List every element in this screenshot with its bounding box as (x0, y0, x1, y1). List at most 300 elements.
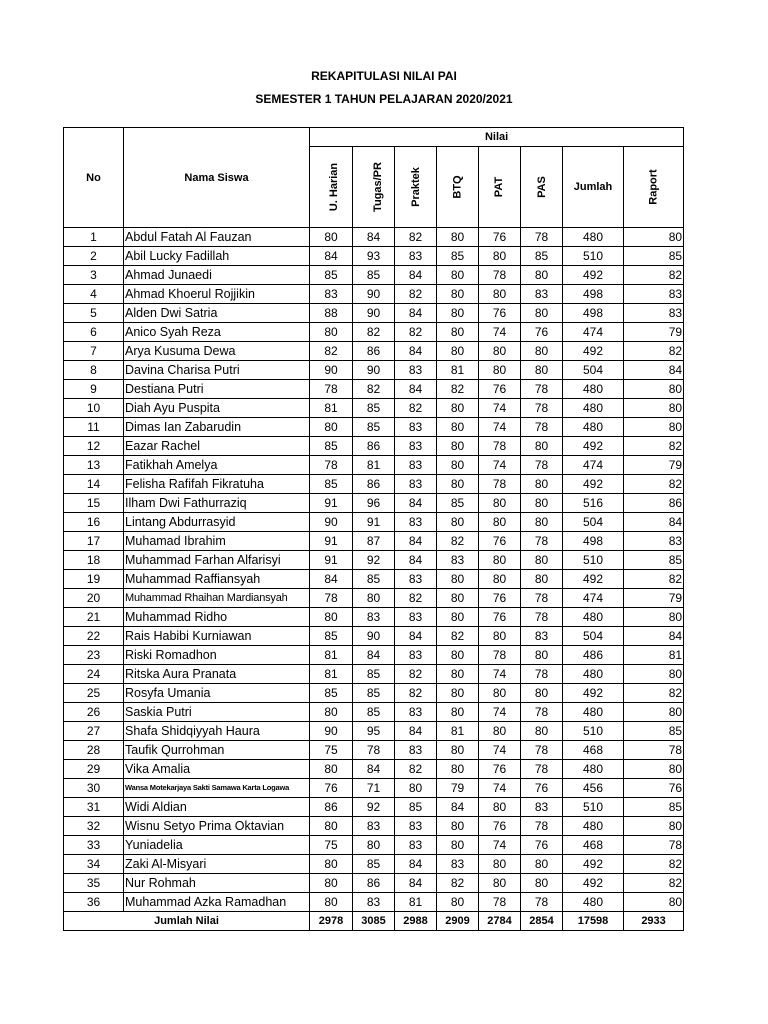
cell-nama: Lintang Abdurrasyid (124, 513, 310, 532)
cell-u-harian: 84 (310, 247, 353, 266)
cell-nama: Rosyfa Umania (124, 684, 310, 703)
cell-pat: 80 (479, 722, 521, 741)
cell-praktek: 84 (395, 855, 437, 874)
table-row (64, 532, 684, 551)
cell-pat: 80 (479, 874, 521, 893)
cell-u-harian: 80 (310, 817, 353, 836)
cell-jumlah: 468 (563, 836, 624, 855)
cell-btq: 82 (437, 532, 479, 551)
cell-nama: Vika Amalia (124, 760, 310, 779)
cell-btq: 85 (437, 494, 479, 513)
cell-u-harian: 78 (310, 589, 353, 608)
cell-tugas: 92 (353, 551, 395, 570)
cell-btq: 80 (437, 342, 479, 361)
cell-no: 26 (64, 703, 124, 722)
cell-raport: 85 (624, 551, 684, 570)
cell-no: 22 (64, 627, 124, 646)
table-row (64, 798, 684, 817)
cell-pas: 78 (521, 703, 563, 722)
cell-tugas: 71 (353, 779, 395, 798)
cell-no: 7 (64, 342, 124, 361)
cell-btq: 85 (437, 247, 479, 266)
cell-tugas: 85 (353, 855, 395, 874)
cell-praktek: 82 (395, 323, 437, 342)
cell-pat: 78 (479, 437, 521, 456)
table-row (64, 855, 684, 874)
cell-pat: 78 (479, 646, 521, 665)
cell-no: 10 (64, 399, 124, 418)
cell-pas: 80 (521, 475, 563, 494)
cell-pas: 78 (521, 741, 563, 760)
cell-no: 3 (64, 266, 124, 285)
cell-btq: 80 (437, 836, 479, 855)
cell-raport: 80 (624, 228, 684, 247)
table-row (64, 874, 684, 893)
cell-pas: 85 (521, 247, 563, 266)
cell-pas: 80 (521, 722, 563, 741)
cell-u-harian: 90 (310, 361, 353, 380)
cell-praktek: 82 (395, 399, 437, 418)
cell-pas: 80 (521, 513, 563, 532)
cell-raport: 80 (624, 665, 684, 684)
cell-praktek: 83 (395, 513, 437, 532)
table-row (64, 779, 684, 798)
cell-no: 32 (64, 817, 124, 836)
cell-nama: Ritska Aura Pranata (124, 665, 310, 684)
cell-jumlah: 492 (563, 437, 624, 456)
cell-tugas: 85 (353, 570, 395, 589)
cell-raport: 81 (624, 646, 684, 665)
cell-pat: 76 (479, 760, 521, 779)
cell-pat: 80 (479, 551, 521, 570)
cell-pas: 83 (521, 627, 563, 646)
cell-u-harian: 85 (310, 266, 353, 285)
cell-jumlah: 492 (563, 266, 624, 285)
cell-pas: 78 (521, 608, 563, 627)
cell-pat: 76 (479, 228, 521, 247)
cell-btq: 80 (437, 589, 479, 608)
cell-u-harian: 80 (310, 608, 353, 627)
cell-nama: Muhammad Rhaihan Mardiansyah (124, 589, 310, 608)
cell-u-harian: 88 (310, 304, 353, 323)
cell-no: 2 (64, 247, 124, 266)
cell-btq: 80 (437, 646, 479, 665)
cell-nama: Eazar Rachel (124, 437, 310, 456)
cell-nama: Davina Charisa Putri (124, 361, 310, 380)
cell-praktek: 83 (395, 361, 437, 380)
cell-no: 35 (64, 874, 124, 893)
cell-praktek: 84 (395, 722, 437, 741)
cell-raport: 83 (624, 532, 684, 551)
header-u-harian: U. Harian (310, 147, 353, 228)
table-row (64, 551, 684, 570)
table-row (64, 646, 684, 665)
table-row (64, 399, 684, 418)
cell-pas: 80 (521, 874, 563, 893)
cell-btq: 80 (437, 266, 479, 285)
cell-u-harian: 75 (310, 741, 353, 760)
cell-pat: 80 (479, 285, 521, 304)
table-row (64, 323, 684, 342)
cell-no: 33 (64, 836, 124, 855)
cell-no: 16 (64, 513, 124, 532)
cell-no: 30 (64, 779, 124, 798)
cell-pas: 80 (521, 646, 563, 665)
cell-pat: 78 (479, 475, 521, 494)
cell-jumlah: 492 (563, 874, 624, 893)
cell-jumlah: 492 (563, 855, 624, 874)
cell-nama: Muhammad Ridho (124, 608, 310, 627)
cell-pat: 78 (479, 893, 521, 912)
cell-btq: 80 (437, 456, 479, 475)
cell-btq: 80 (437, 608, 479, 627)
cell-tugas: 83 (353, 817, 395, 836)
cell-no: 8 (64, 361, 124, 380)
cell-btq: 80 (437, 684, 479, 703)
header-nama-siswa: Nama Siswa (124, 128, 310, 228)
cell-u-harian: 83 (310, 285, 353, 304)
cell-btq: 83 (437, 855, 479, 874)
cell-pat: 76 (479, 532, 521, 551)
header-tugas-pr: Tugas/PR (353, 147, 395, 228)
cell-nama: Widi Aldian (124, 798, 310, 817)
total-value: 2854 (521, 912, 563, 931)
cell-nama: Taufik Qurrohman (124, 741, 310, 760)
cell-tugas: 90 (353, 285, 395, 304)
table-row (64, 703, 684, 722)
cell-nama: Muhamad Ibrahim (124, 532, 310, 551)
cell-praktek: 83 (395, 418, 437, 437)
cell-praktek: 82 (395, 589, 437, 608)
cell-u-harian: 80 (310, 893, 353, 912)
cell-raport: 82 (624, 437, 684, 456)
cell-raport: 82 (624, 570, 684, 589)
cell-btq: 84 (437, 798, 479, 817)
cell-praktek: 83 (395, 817, 437, 836)
cell-no: 11 (64, 418, 124, 437)
table-row (64, 608, 684, 627)
cell-praktek: 82 (395, 760, 437, 779)
cell-u-harian: 80 (310, 874, 353, 893)
total-value: 3085 (353, 912, 395, 931)
cell-praktek: 83 (395, 437, 437, 456)
cell-u-harian: 90 (310, 513, 353, 532)
cell-praktek: 82 (395, 665, 437, 684)
cell-jumlah: 504 (563, 513, 624, 532)
table-row (64, 684, 684, 703)
table-row (64, 247, 684, 266)
cell-u-harian: 81 (310, 665, 353, 684)
cell-jumlah: 474 (563, 589, 624, 608)
cell-pas: 83 (521, 798, 563, 817)
cell-praktek: 82 (395, 684, 437, 703)
cell-pat: 76 (479, 380, 521, 399)
cell-pat: 74 (479, 418, 521, 437)
cell-nama: Fatikhah Amelya (124, 456, 310, 475)
cell-u-harian: 90 (310, 722, 353, 741)
cell-btq: 80 (437, 285, 479, 304)
cell-pas: 78 (521, 418, 563, 437)
cell-btq: 80 (437, 741, 479, 760)
cell-pat: 80 (479, 361, 521, 380)
cell-raport: 83 (624, 285, 684, 304)
cell-tugas: 95 (353, 722, 395, 741)
cell-no: 31 (64, 798, 124, 817)
cell-jumlah: 480 (563, 760, 624, 779)
table-row (64, 380, 684, 399)
cell-praktek: 84 (395, 342, 437, 361)
report-subtitle: SEMESTER 1 TAHUN PELAJARAN 2020/2021 (255, 92, 513, 106)
table-row (64, 342, 684, 361)
cell-jumlah: 480 (563, 228, 624, 247)
cell-jumlah: 480 (563, 665, 624, 684)
cell-pat: 80 (479, 247, 521, 266)
cell-jumlah: 480 (563, 380, 624, 399)
grades-table (63, 127, 684, 931)
cell-pat: 74 (479, 836, 521, 855)
cell-nama: Wansa Motekarjaya Sakti Samawa Karta Logawa (124, 779, 310, 798)
cell-tugas: 82 (353, 380, 395, 399)
cell-pat: 78 (479, 266, 521, 285)
total-value: 2978 (310, 912, 353, 931)
cell-u-harian: 76 (310, 779, 353, 798)
cell-nama: Ahmad Junaedi (124, 266, 310, 285)
header-nilai: Nilai (310, 128, 684, 147)
cell-pas: 78 (521, 893, 563, 912)
cell-tugas: 90 (353, 627, 395, 646)
cell-no: 17 (64, 532, 124, 551)
cell-nama: Abil Lucky Fadillah (124, 247, 310, 266)
cell-btq: 82 (437, 380, 479, 399)
cell-u-harian: 80 (310, 228, 353, 247)
cell-nama: Dimas Ian Zabarudin (124, 418, 310, 437)
cell-pas: 78 (521, 456, 563, 475)
cell-pas: 80 (521, 570, 563, 589)
cell-btq: 81 (437, 722, 479, 741)
cell-pas: 76 (521, 836, 563, 855)
cell-tugas: 90 (353, 361, 395, 380)
cell-tugas: 83 (353, 608, 395, 627)
cell-pat: 80 (479, 855, 521, 874)
cell-no: 13 (64, 456, 124, 475)
cell-no: 29 (64, 760, 124, 779)
cell-raport: 82 (624, 855, 684, 874)
cell-btq: 83 (437, 551, 479, 570)
cell-pat: 80 (479, 342, 521, 361)
cell-nama: Alden Dwi Satria (124, 304, 310, 323)
cell-u-harian: 78 (310, 456, 353, 475)
cell-jumlah: 480 (563, 418, 624, 437)
cell-btq: 79 (437, 779, 479, 798)
table-row (64, 817, 684, 836)
table-row (64, 228, 684, 247)
cell-praktek: 84 (395, 551, 437, 570)
cell-no: 9 (64, 380, 124, 399)
cell-nama: Felisha Rafifah Fikratuha (124, 475, 310, 494)
cell-pat: 76 (479, 304, 521, 323)
cell-btq: 80 (437, 475, 479, 494)
cell-nama: Muhammad Azka Ramadhan (124, 893, 310, 912)
cell-jumlah: 504 (563, 361, 624, 380)
cell-jumlah: 480 (563, 893, 624, 912)
cell-pas: 78 (521, 665, 563, 684)
cell-pat: 76 (479, 817, 521, 836)
cell-raport: 86 (624, 494, 684, 513)
cell-pat: 74 (479, 779, 521, 798)
cell-pas: 78 (521, 399, 563, 418)
cell-nama: Muhammad Raffiansyah (124, 570, 310, 589)
cell-pas: 78 (521, 760, 563, 779)
total-value: 2784 (479, 912, 521, 931)
cell-jumlah: 474 (563, 323, 624, 342)
cell-u-harian: 82 (310, 342, 353, 361)
cell-no: 21 (64, 608, 124, 627)
cell-raport: 84 (624, 513, 684, 532)
table-row (64, 627, 684, 646)
totals-row (64, 912, 684, 931)
cell-pas: 80 (521, 342, 563, 361)
cell-no: 20 (64, 589, 124, 608)
cell-u-harian: 91 (310, 551, 353, 570)
cell-btq: 80 (437, 418, 479, 437)
cell-u-harian: 78 (310, 380, 353, 399)
cell-praktek: 84 (395, 627, 437, 646)
cell-praktek: 84 (395, 494, 437, 513)
cell-btq: 80 (437, 703, 479, 722)
cell-praktek: 80 (395, 779, 437, 798)
cell-raport: 82 (624, 342, 684, 361)
cell-pas: 76 (521, 779, 563, 798)
header-pat: PAT (479, 147, 521, 228)
cell-u-harian: 85 (310, 684, 353, 703)
table-row (64, 722, 684, 741)
table-row (64, 760, 684, 779)
cell-tugas: 85 (353, 684, 395, 703)
cell-tugas: 85 (353, 266, 395, 285)
cell-raport: 80 (624, 608, 684, 627)
cell-praktek: 84 (395, 874, 437, 893)
cell-raport: 82 (624, 684, 684, 703)
cell-nama: Arya Kusuma Dewa (124, 342, 310, 361)
cell-jumlah: 492 (563, 475, 624, 494)
cell-pat: 74 (479, 665, 521, 684)
cell-raport: 76 (624, 779, 684, 798)
totals-label: Jumlah Nilai (64, 912, 310, 931)
header-btq: BTQ (437, 147, 479, 228)
table-row (64, 266, 684, 285)
cell-u-harian: 84 (310, 570, 353, 589)
cell-raport: 85 (624, 798, 684, 817)
header-jumlah: Jumlah (563, 147, 624, 228)
cell-praktek: 83 (395, 608, 437, 627)
cell-raport: 82 (624, 266, 684, 285)
cell-nama: Riski Romadhon (124, 646, 310, 665)
cell-btq: 81 (437, 361, 479, 380)
cell-raport: 80 (624, 418, 684, 437)
cell-pat: 80 (479, 798, 521, 817)
cell-raport: 85 (624, 247, 684, 266)
cell-jumlah: 498 (563, 285, 624, 304)
header-praktek: Praktek (395, 147, 437, 228)
cell-btq: 80 (437, 513, 479, 532)
cell-btq: 80 (437, 760, 479, 779)
header-raport: Raport (624, 147, 684, 228)
cell-tugas: 86 (353, 437, 395, 456)
cell-no: 19 (64, 570, 124, 589)
cell-pas: 80 (521, 304, 563, 323)
cell-nama: Abdul Fatah Al Fauzan (124, 228, 310, 247)
cell-pas: 76 (521, 323, 563, 342)
cell-raport: 85 (624, 722, 684, 741)
cell-praktek: 85 (395, 798, 437, 817)
cell-raport: 80 (624, 893, 684, 912)
cell-u-harian: 81 (310, 399, 353, 418)
cell-jumlah: 480 (563, 608, 624, 627)
cell-u-harian: 80 (310, 418, 353, 437)
cell-raport: 80 (624, 703, 684, 722)
cell-btq: 80 (437, 228, 479, 247)
cell-u-harian: 91 (310, 532, 353, 551)
cell-pat: 74 (479, 456, 521, 475)
cell-btq: 80 (437, 665, 479, 684)
cell-praktek: 82 (395, 228, 437, 247)
cell-tugas: 82 (353, 323, 395, 342)
cell-tugas: 84 (353, 228, 395, 247)
cell-pas: 80 (521, 361, 563, 380)
cell-btq: 80 (437, 817, 479, 836)
cell-jumlah: 510 (563, 551, 624, 570)
cell-tugas: 80 (353, 836, 395, 855)
cell-btq: 80 (437, 399, 479, 418)
cell-tugas: 93 (353, 247, 395, 266)
cell-pas: 78 (521, 817, 563, 836)
table-row (64, 836, 684, 855)
table-row (64, 494, 684, 513)
cell-tugas: 85 (353, 665, 395, 684)
cell-praktek: 83 (395, 703, 437, 722)
cell-praktek: 83 (395, 456, 437, 475)
cell-pas: 80 (521, 437, 563, 456)
cell-nama: Ahmad Khoerul Rojjikin (124, 285, 310, 304)
cell-no: 4 (64, 285, 124, 304)
cell-praktek: 83 (395, 570, 437, 589)
cell-raport: 83 (624, 304, 684, 323)
cell-u-harian: 80 (310, 855, 353, 874)
cell-tugas: 96 (353, 494, 395, 513)
cell-raport: 79 (624, 589, 684, 608)
cell-nama: Rais Habibi Kurniawan (124, 627, 310, 646)
cell-raport: 80 (624, 817, 684, 836)
cell-pat: 80 (479, 570, 521, 589)
table-row (64, 437, 684, 456)
cell-praktek: 84 (395, 304, 437, 323)
cell-raport: 80 (624, 380, 684, 399)
cell-praktek: 83 (395, 836, 437, 855)
cell-jumlah: 492 (563, 570, 624, 589)
cell-nama: Destiana Putri (124, 380, 310, 399)
cell-tugas: 81 (353, 456, 395, 475)
cell-pat: 80 (479, 684, 521, 703)
cell-raport: 79 (624, 456, 684, 475)
cell-jumlah: 510 (563, 798, 624, 817)
cell-no: 12 (64, 437, 124, 456)
cell-u-harian: 75 (310, 836, 353, 855)
cell-nama: Saskia Putri (124, 703, 310, 722)
cell-tugas: 85 (353, 418, 395, 437)
table-row (64, 570, 684, 589)
cell-pas: 78 (521, 380, 563, 399)
cell-tugas: 86 (353, 342, 395, 361)
